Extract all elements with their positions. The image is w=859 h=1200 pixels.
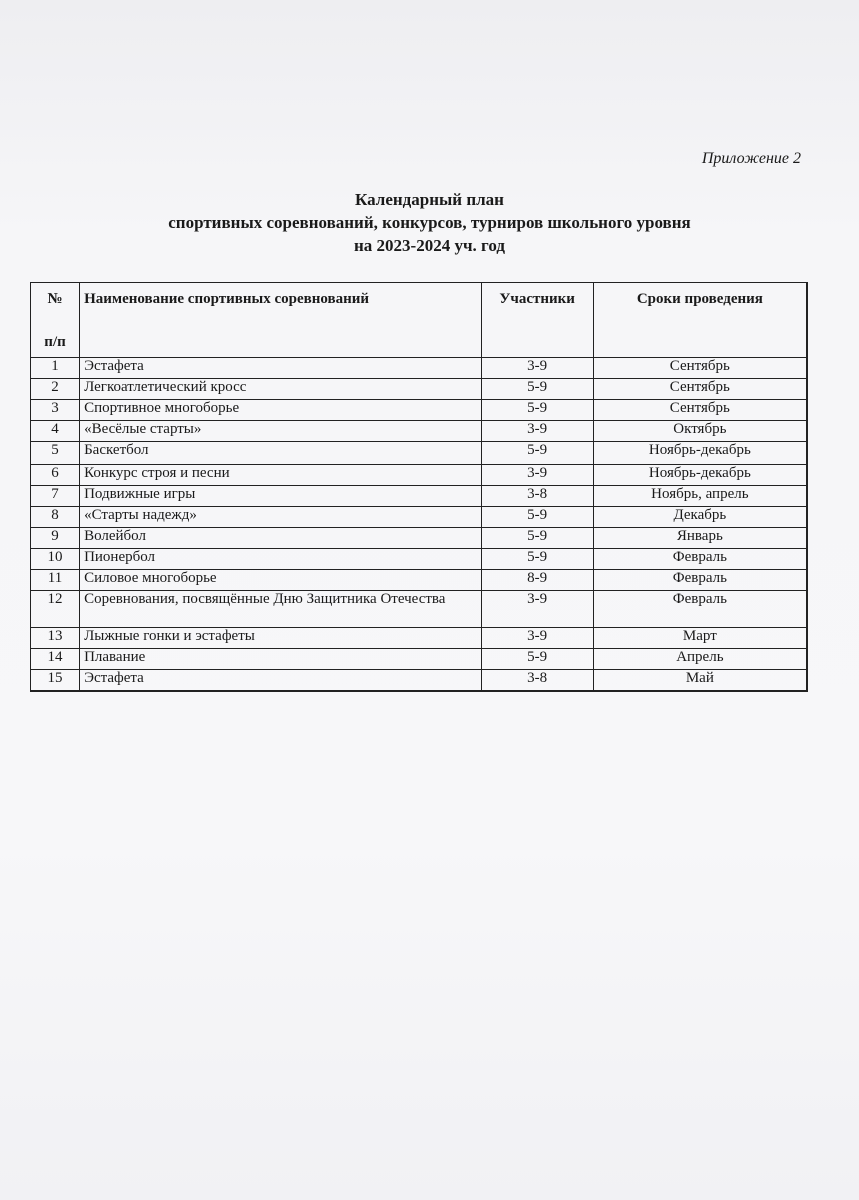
- row-participants: 5-9: [481, 400, 593, 421]
- row-name: Эстафета: [80, 670, 482, 692]
- table-row: [31, 591, 808, 628]
- row-name: Соревнования, посвящённые Дню Защитника Отечества: [80, 591, 482, 628]
- table-row: [31, 465, 808, 486]
- title-line-1: Календарный план: [355, 190, 504, 209]
- row-participants: 5-9: [481, 549, 593, 570]
- row-dates: Октябрь: [593, 421, 807, 442]
- row-dates: Март: [593, 628, 807, 649]
- row-number: 15: [31, 670, 80, 692]
- row-name: Эстафета: [80, 358, 482, 379]
- row-dates: Февраль: [593, 570, 807, 591]
- row-number: 4: [31, 421, 80, 442]
- header-name: Наименование спортивных соревнований: [80, 283, 482, 358]
- row-participants: 3-9: [481, 358, 593, 379]
- row-number: 13: [31, 628, 80, 649]
- row-name: «Старты надежд»: [80, 507, 482, 528]
- row-participants: 3-8: [481, 670, 593, 692]
- appendix-label: Приложение 2: [701, 150, 801, 167]
- row-participants: 3-9: [481, 421, 593, 442]
- header-number-pp: п/п: [44, 334, 66, 350]
- header-number-symbol: №: [47, 291, 63, 307]
- row-name: Подвижные игры: [80, 486, 482, 507]
- table-body: [31, 358, 808, 692]
- row-participants: 3-9: [481, 628, 593, 649]
- row-name: Конкурс строя и песни: [80, 465, 482, 486]
- table-header-row: [31, 283, 808, 358]
- row-name: Лыжные гонки и эстафеты: [80, 628, 482, 649]
- table-row: [31, 358, 808, 379]
- row-number: 6: [31, 465, 80, 486]
- row-participants: 8-9: [481, 570, 593, 591]
- table-row: [31, 379, 808, 400]
- row-name: Баскетбол: [80, 442, 482, 465]
- row-dates: Ноябрь-декабрь: [593, 442, 807, 465]
- row-dates: Февраль: [593, 591, 807, 628]
- row-number: 5: [31, 442, 80, 465]
- row-number: 2: [31, 379, 80, 400]
- title-line-2: спортивных соревнований, конкурсов, турниров школьного уровня: [168, 213, 691, 232]
- row-dates: Сентябрь: [593, 400, 807, 421]
- row-participants: 5-9: [481, 649, 593, 670]
- document-title: [0, 188, 859, 257]
- row-dates: Апрель: [593, 649, 807, 670]
- row-dates: Ноябрь, апрель: [593, 486, 807, 507]
- row-participants: 3-9: [481, 465, 593, 486]
- row-dates: Январь: [593, 528, 807, 549]
- row-participants: 5-9: [481, 379, 593, 400]
- table-row: [31, 549, 808, 570]
- row-participants: 3-9: [481, 591, 593, 628]
- title-line-3: на 2023-2024 уч. год: [354, 236, 505, 255]
- row-number: 14: [31, 649, 80, 670]
- row-dates: Сентябрь: [593, 358, 807, 379]
- row-name: Волейбол: [80, 528, 482, 549]
- row-dates: Сентябрь: [593, 379, 807, 400]
- row-dates: Декабрь: [593, 507, 807, 528]
- table-row: [31, 486, 808, 507]
- row-dates: Май: [593, 670, 807, 692]
- table-row: [31, 442, 808, 465]
- row-dates: Февраль: [593, 549, 807, 570]
- competition-plan-table: [30, 282, 808, 692]
- table-row: [31, 400, 808, 421]
- table-row: [31, 421, 808, 442]
- row-participants: 5-9: [481, 507, 593, 528]
- header-participants: Участники: [481, 283, 593, 358]
- row-name: Спортивное многоборье: [80, 400, 482, 421]
- row-number: 7: [31, 486, 80, 507]
- header-dates: Сроки проведения: [593, 283, 807, 358]
- row-number: 3: [31, 400, 80, 421]
- header-number: [31, 283, 80, 358]
- row-name: Плавание: [80, 649, 482, 670]
- row-participants: 3-8: [481, 486, 593, 507]
- row-participants: 5-9: [481, 442, 593, 465]
- row-number: 12: [31, 591, 80, 628]
- row-name: «Весёлые старты»: [80, 421, 482, 442]
- row-number: 11: [31, 570, 80, 591]
- row-participants: 5-9: [481, 528, 593, 549]
- row-name: Силовое многоборье: [80, 570, 482, 591]
- table-row: [31, 670, 808, 692]
- table-row: [31, 528, 808, 549]
- table-row: [31, 649, 808, 670]
- row-name: Легкоатлетический кросс: [80, 379, 482, 400]
- row-dates: Ноябрь-декабрь: [593, 465, 807, 486]
- row-number: 9: [31, 528, 80, 549]
- row-number: 10: [31, 549, 80, 570]
- row-name: Пионербол: [80, 549, 482, 570]
- row-number: 8: [31, 507, 80, 528]
- table-row: [31, 570, 808, 591]
- table-row: [31, 628, 808, 649]
- table-row: [31, 507, 808, 528]
- row-number: 1: [31, 358, 80, 379]
